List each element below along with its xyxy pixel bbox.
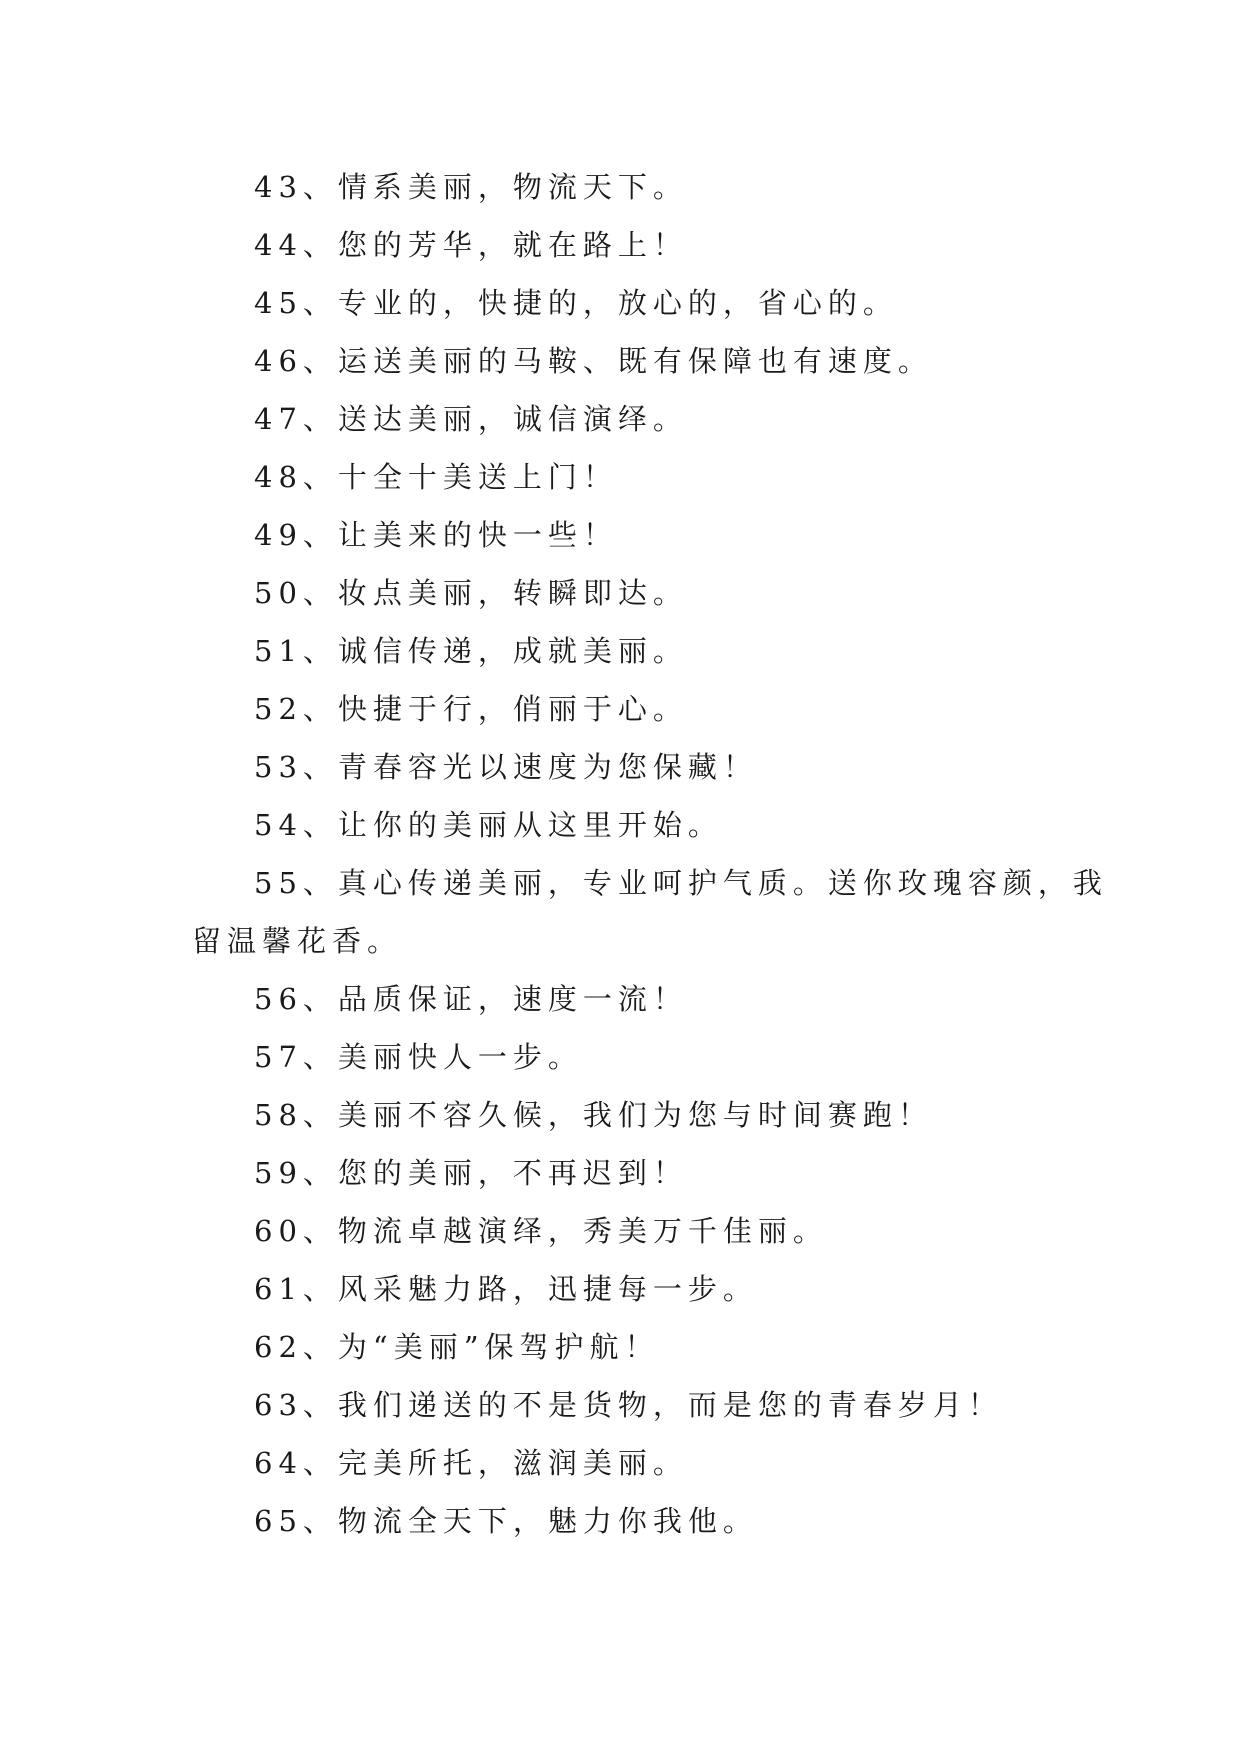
document-body <box>192 158 1108 1550</box>
slogan-line: 62、为“美丽”保驾护航！ <box>254 1330 660 1364</box>
slogan-line: 65、物流全天下，魅力你我他。 <box>254 1504 758 1538</box>
slogan-line: 45、专业的，快捷的，放心的，省心的。 <box>254 286 898 320</box>
slogan-line: 64、完美所托，滋润美丽。 <box>254 1446 688 1480</box>
slogan-line: 61、风采魅力路，迅捷每一步。 <box>254 1272 758 1306</box>
slogan-line: 58、美丽不容久候，我们为您与时间赛跑！ <box>254 1098 933 1132</box>
slogan-line: 47、送达美丽，诚信演绎。 <box>254 402 688 436</box>
slogan-line: 52、快捷于行，俏丽于心。 <box>254 692 688 726</box>
slogan-line: 43、情系美丽，物流天下。 <box>254 170 688 204</box>
slogan-line-continuation: 留温馨花香。 <box>192 924 403 958</box>
slogan-line: 49、让美来的快一些！ <box>254 518 618 552</box>
slogan-line: 63、我们递送的不是货物，而是您的青春岁月！ <box>254 1388 1003 1422</box>
slogan-line: 54、让你的美丽从这里开始。 <box>254 808 723 842</box>
slogan-line: 60、物流卓越演绎，秀美万千佳丽。 <box>254 1214 828 1248</box>
slogan-line: 44、您的芳华，就在路上！ <box>254 228 688 262</box>
slogan-line: 53、青春容光以速度为您保藏！ <box>254 750 758 784</box>
slogan-line: 57、美丽快人一步。 <box>254 1040 583 1074</box>
slogan-line: 55、真心传递美丽，专业呵护气质。送你玫瑰容颜，我 <box>254 866 1108 900</box>
slogan-line: 51、诚信传递，成就美丽。 <box>254 634 688 668</box>
slogan-line: 59、您的美丽，不再迟到！ <box>254 1156 688 1190</box>
slogan-line: 50、妆点美丽，转瞬即达。 <box>254 576 688 610</box>
slogan-line: 46、运送美丽的马鞍、既有保障也有速度。 <box>254 344 933 378</box>
slogan-line: 48、十全十美送上门！ <box>254 460 618 494</box>
slogan-line: 56、品质保证，速度一流！ <box>254 982 688 1016</box>
